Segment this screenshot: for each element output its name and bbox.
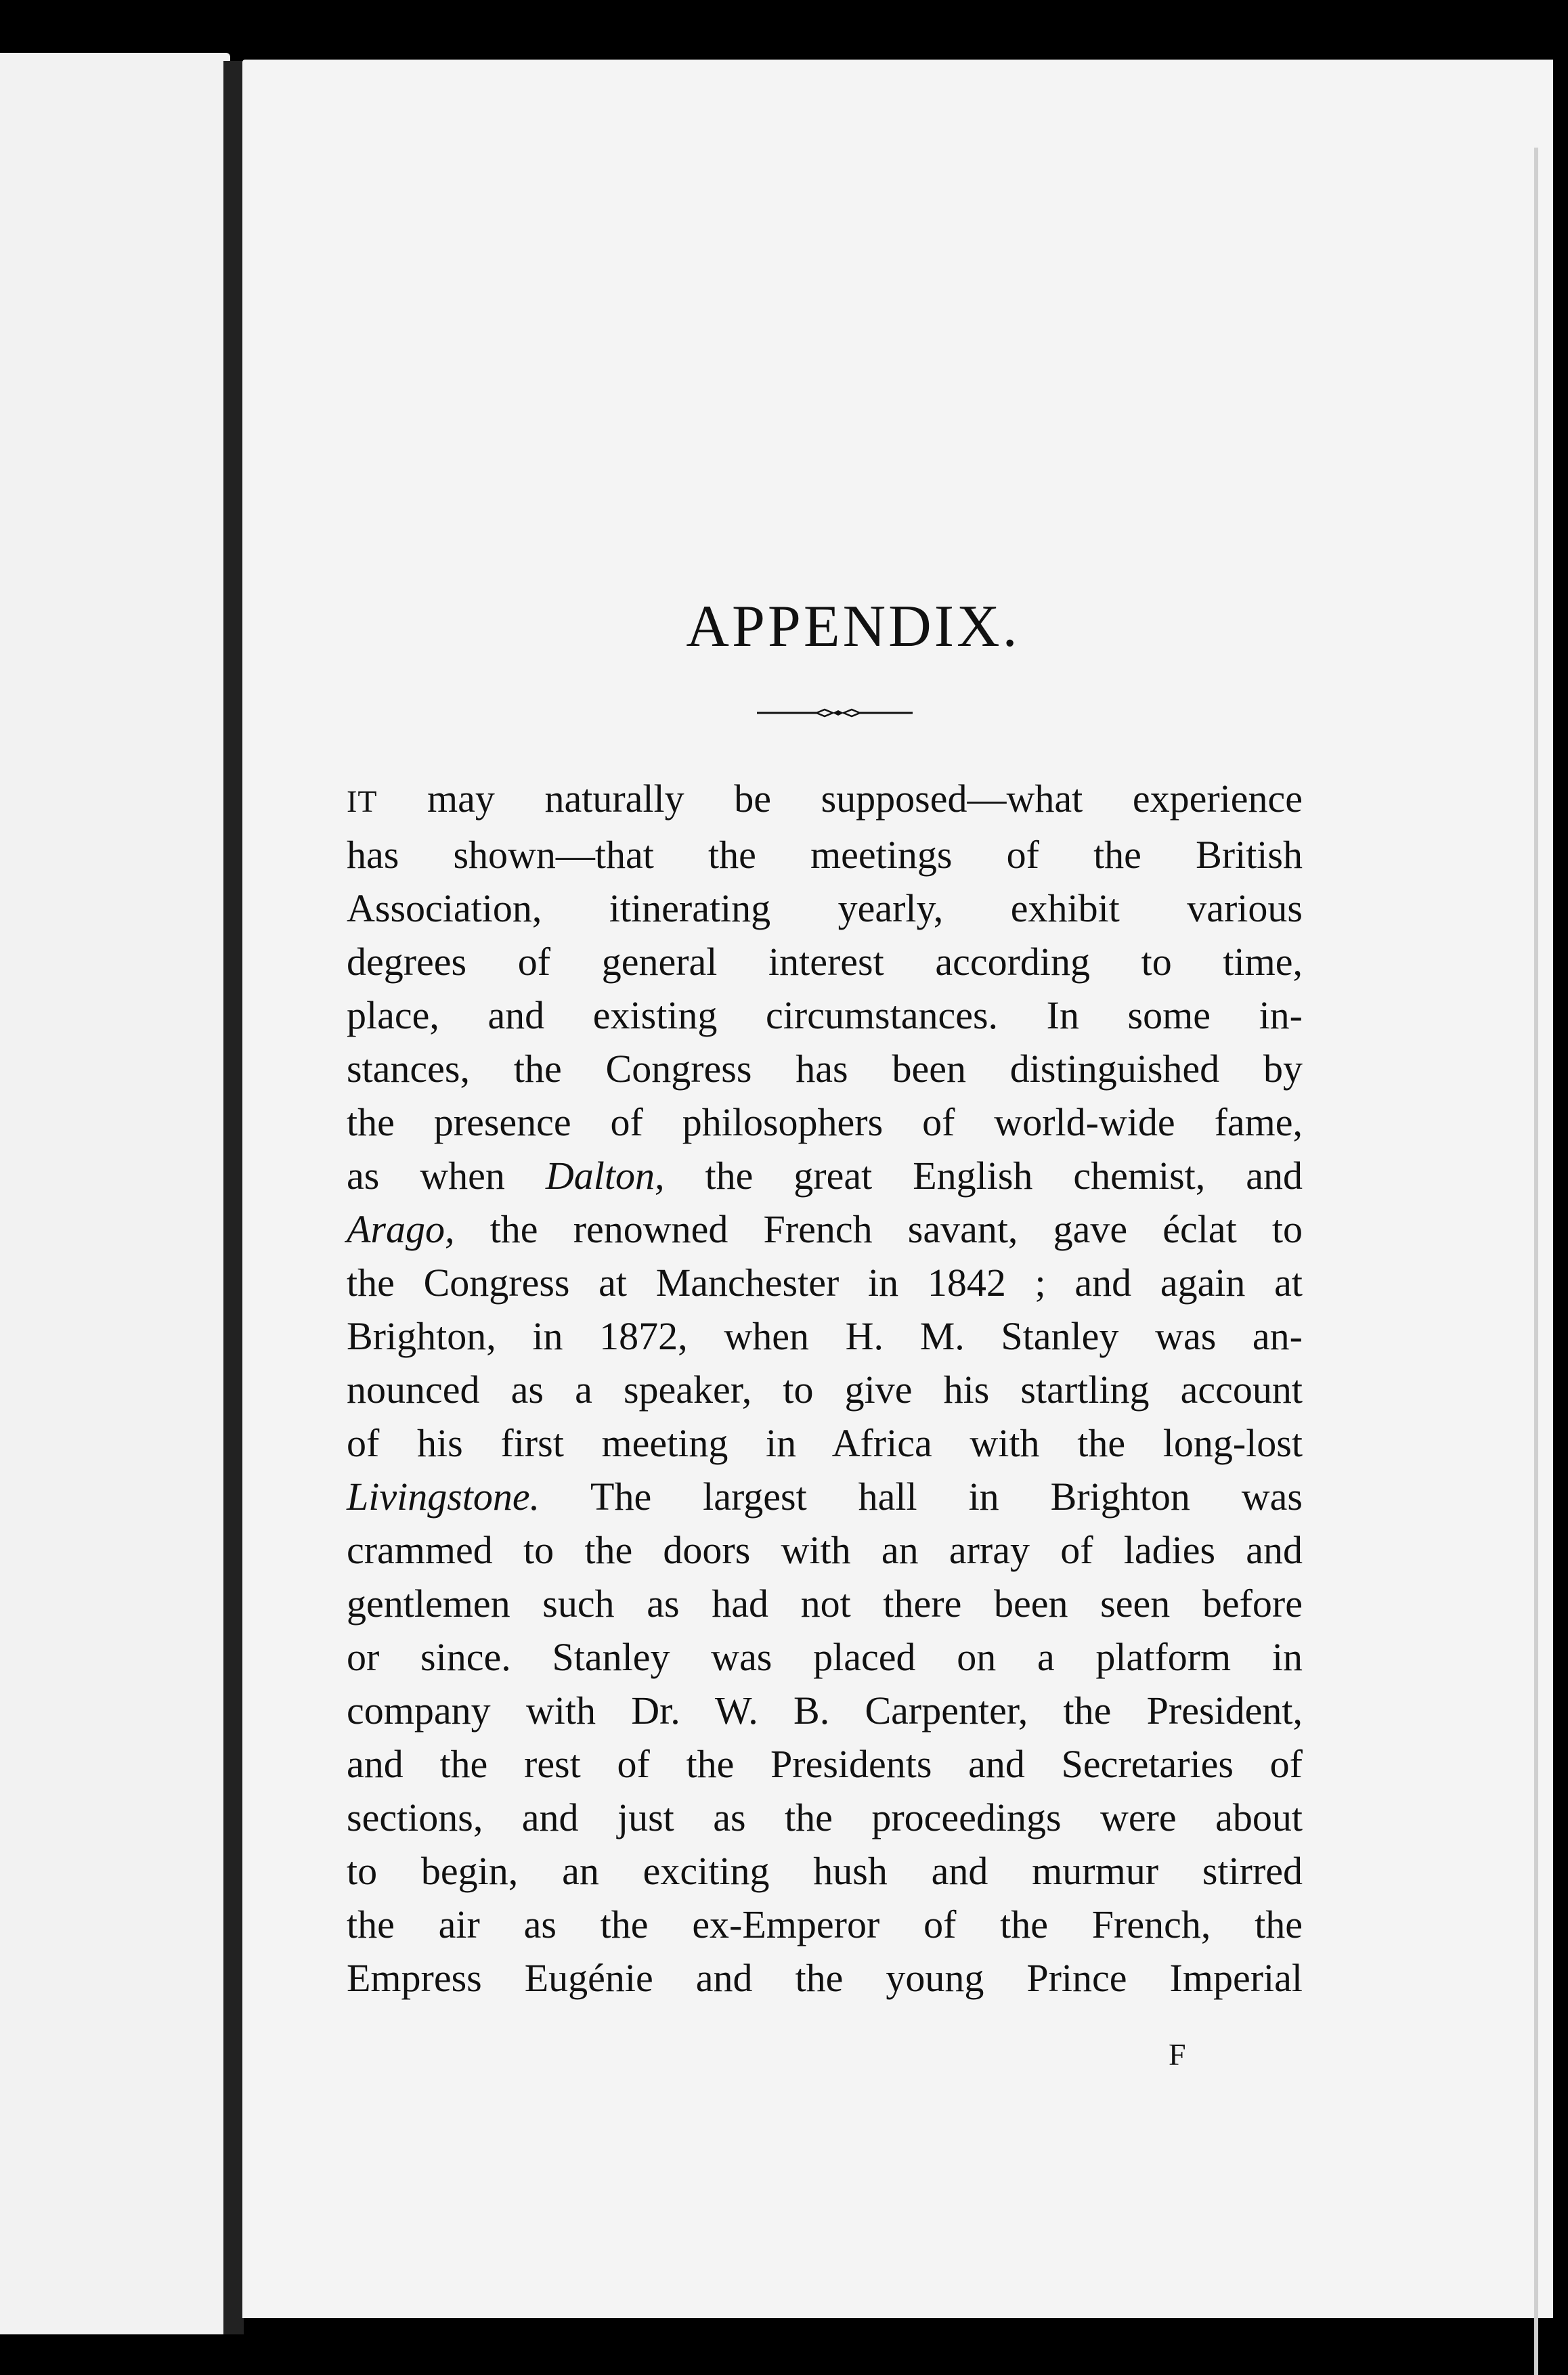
text-line: to begin, an exciting hush and murmur stirred [347,1849,1303,1893]
text-line: the presence of philosophers of world-wide fame, [347,1100,1303,1144]
book-gutter [223,61,244,2334]
text-line: as when Dalton, the great English chemist, and [347,1154,1303,1198]
text-line: of his first meeting in Africa with the long-lost [347,1421,1303,1465]
text-line: gentlemen such as had not there been seen before [347,1582,1303,1626]
text-line: and the rest of the Presidents and Secretaries of [347,1742,1303,1786]
italic-name: Livingstone. [347,1475,540,1519]
italic-name: Arago, [347,1207,455,1251]
text-line: stances, the Congress has been distinguished by [347,1047,1303,1091]
text-line: the Congress at Manchester in 1842 ; and again at [347,1261,1303,1305]
body-paragraph [347,772,1303,2005]
text-line: company with Dr. W. B. Carpenter, the President, [347,1688,1303,1733]
left-page [0,53,230,2334]
text-line: nounced as a speaker, to give his startling account [347,1368,1303,1412]
page-edge [1534,148,1538,2375]
text-line: crammed to the doors with an array of ladies and [347,1528,1303,1572]
text-line: Brighton, in 1872, when H. M. Stanley was an- [347,1314,1303,1358]
text-line: Empress Eugénie and the young Prince Imperial [347,1956,1303,2000]
text-line: the air as the ex-Emperor of the French, the [347,1902,1303,1946]
text-line: Livingstone. The largest hall in Brighton was [347,1475,1303,1519]
text-line: Arago, the renowned French savant, gave éclat to [347,1207,1303,1251]
small-caps-opening: IT [347,784,378,819]
text-line: has shown—that the meetings of the British [347,833,1303,877]
italic-name: Dalton, [545,1154,665,1198]
text-line: degrees of general interest according to time, [347,940,1303,984]
text-line: place, and existing circumstances. In some in- [347,993,1303,1037]
text-line: or since. Stanley was placed on a platform in [347,1635,1303,1679]
text-line: Association, itinerating yearly, exhibit various [347,886,1303,930]
text-line: IT may naturally be supposed—what experience [347,777,1303,821]
ornament-divider [757,707,913,718]
page-heading: APPENDIX. [686,594,1020,659]
signature-mark: F [1169,2037,1186,2072]
text-line: sections, and just as the proceedings were about [347,1795,1303,1839]
